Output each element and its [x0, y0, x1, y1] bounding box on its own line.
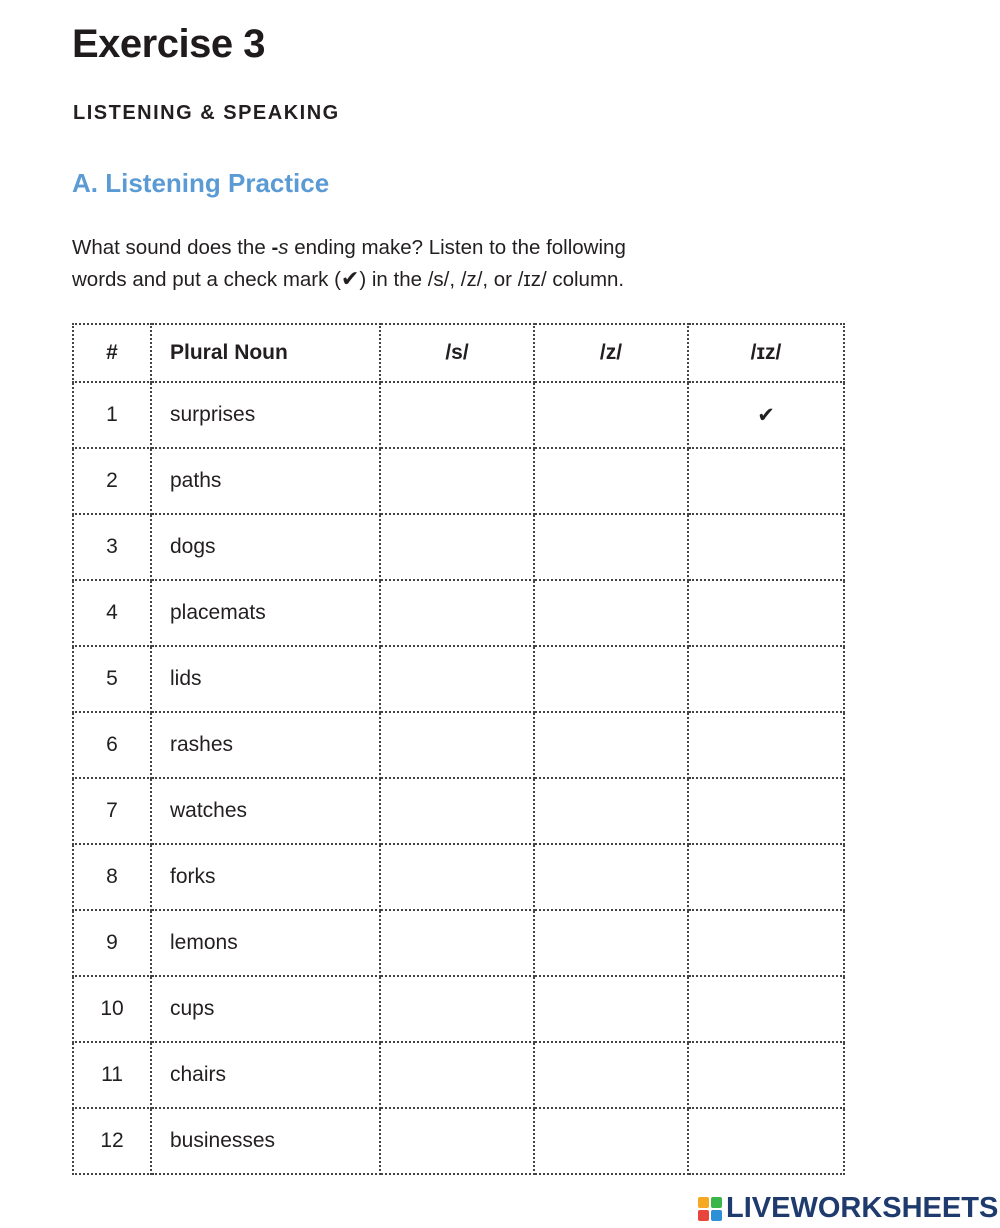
answer-cell-iz[interactable] [688, 1108, 844, 1174]
instructions-text: ending make? Listen to the following [288, 236, 626, 259]
answer-cell-iz[interactable] [688, 712, 844, 778]
table-row [73, 1108, 844, 1174]
row-number: 4 [73, 580, 151, 646]
answer-cell-s[interactable] [380, 514, 534, 580]
answer-cell-s[interactable] [380, 712, 534, 778]
table-row [73, 382, 844, 448]
plural-noun-cell: dogs [151, 514, 380, 580]
row-number: 9 [73, 910, 151, 976]
plural-noun-cell: businesses [151, 1108, 380, 1174]
instructions [72, 232, 732, 295]
table-row [73, 580, 844, 646]
header-iz: /ɪz/ [688, 324, 844, 382]
row-number: 1 [73, 382, 151, 448]
plural-noun-cell: chairs [151, 1042, 380, 1108]
plural-noun-cell: forks [151, 844, 380, 910]
plural-noun-cell: surprises [151, 382, 380, 448]
answer-cell-z[interactable] [534, 514, 688, 580]
answer-cell-z[interactable] [534, 382, 688, 448]
answer-cell-s[interactable] [380, 976, 534, 1042]
header-plural-noun: Plural Noun [151, 324, 380, 382]
table-row [73, 514, 844, 580]
plural-noun-cell: watches [151, 778, 380, 844]
header-z: /z/ [534, 324, 688, 382]
answer-cell-z[interactable] [534, 1042, 688, 1108]
row-number: 7 [73, 778, 151, 844]
answer-cell-iz[interactable] [688, 1042, 844, 1108]
answer-cell-z[interactable] [534, 910, 688, 976]
row-number: 12 [73, 1108, 151, 1174]
answer-cell-iz[interactable] [688, 646, 844, 712]
plural-noun-cell: lemons [151, 910, 380, 976]
table-row [73, 778, 844, 844]
answer-cell-z[interactable] [534, 976, 688, 1042]
answer-cell-z[interactable] [534, 778, 688, 844]
plural-noun-cell: paths [151, 448, 380, 514]
logo-text: LIVEWORKSHEETS [726, 1192, 999, 1224]
answer-cell-s[interactable] [380, 1042, 534, 1108]
instructions-text: words and put a check mark ( [72, 268, 341, 291]
answer-cell-iz[interactable] [688, 580, 844, 646]
table-row [73, 844, 844, 910]
header-number: # [73, 324, 151, 382]
page-title: Exercise 3 [72, 22, 265, 66]
answer-cell-s[interactable] [380, 1108, 534, 1174]
answer-cell-s[interactable] [380, 448, 534, 514]
plural-noun-cell: lids [151, 646, 380, 712]
plural-noun-cell: cups [151, 976, 380, 1042]
answer-cell-s[interactable] [380, 580, 534, 646]
logo-square [711, 1210, 722, 1221]
plural-noun-cell: placemats [151, 580, 380, 646]
instructions-s: s [278, 236, 289, 259]
instructions-dash: - [271, 236, 279, 259]
liveworksheets-logo [698, 1192, 998, 1225]
answer-cell-iz[interactable] [688, 910, 844, 976]
row-number: 8 [73, 844, 151, 910]
answer-cell-s[interactable] [380, 382, 534, 448]
answer-cell-iz[interactable] [688, 844, 844, 910]
answer-cell-z[interactable] [534, 1108, 688, 1174]
row-number: 11 [73, 1042, 151, 1108]
listening-practice-heading: A. Listening Practice [72, 168, 330, 198]
answer-cell-iz[interactable] [688, 514, 844, 580]
plural-noun-table [72, 323, 845, 1175]
header-s: /s/ [380, 324, 534, 382]
liveworksheets-logo-icon [698, 1197, 722, 1221]
table-row [73, 646, 844, 712]
table-row [73, 712, 844, 778]
table-row [73, 976, 844, 1042]
row-number: 3 [73, 514, 151, 580]
logo-square [698, 1210, 709, 1221]
row-number: 6 [73, 712, 151, 778]
table-row [73, 910, 844, 976]
row-number: 5 [73, 646, 151, 712]
table-row [73, 1042, 844, 1108]
instructions-text: What sound does the [72, 236, 272, 259]
answer-cell-z[interactable] [534, 580, 688, 646]
answer-cell-z[interactable] [534, 712, 688, 778]
answer-cell-iz[interactable] [688, 976, 844, 1042]
row-number: 10 [73, 976, 151, 1042]
answer-cell-s[interactable] [380, 778, 534, 844]
answer-cell-iz[interactable]: ✔ [688, 382, 844, 448]
row-number: 2 [73, 448, 151, 514]
logo-square [711, 1197, 722, 1208]
instructions-text: ) in the /s/, /z/, or /ɪz/ column. [359, 268, 625, 291]
answer-cell-s[interactable] [380, 646, 534, 712]
table-header-row [73, 324, 844, 382]
answer-cell-z[interactable] [534, 448, 688, 514]
answer-cell-z[interactable] [534, 844, 688, 910]
logo-square [698, 1197, 709, 1208]
answer-cell-iz[interactable] [688, 448, 844, 514]
answer-cell-s[interactable] [380, 844, 534, 910]
answer-cell-s[interactable] [380, 910, 534, 976]
table-row [73, 448, 844, 514]
answer-cell-z[interactable] [534, 646, 688, 712]
answer-cell-iz[interactable] [688, 778, 844, 844]
check-mark-icon: ✔ [340, 266, 360, 291]
section-subtitle: LISTENING & SPEAKING [73, 102, 340, 124]
plural-noun-cell: rashes [151, 712, 380, 778]
